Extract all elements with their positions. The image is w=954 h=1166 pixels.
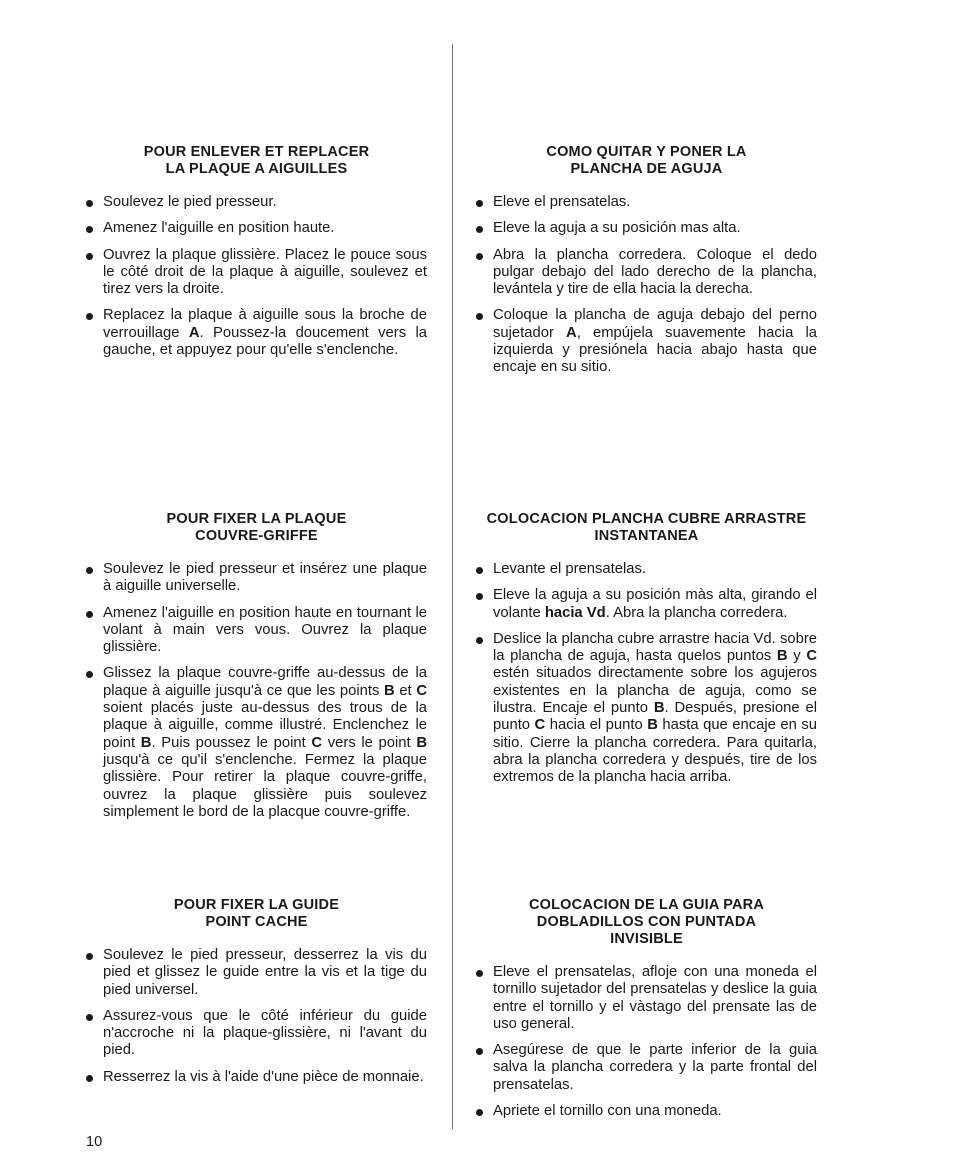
- text: Eleve la aguja a su posición màs alta, girando el volante: [493, 587, 817, 621]
- bold-text: B: [653, 700, 665, 717]
- bullet-list: [86, 194, 427, 359]
- text: hacia el punto: [545, 717, 648, 734]
- section-title: COLOCACION PLANCHA CUBRE ARRASTRE INSTANTANEA: [486, 511, 807, 544]
- bold-text: B: [140, 734, 152, 751]
- section-es-cubre: [476, 511, 817, 796]
- list-item: [86, 1069, 427, 1086]
- bullet-list: [86, 561, 427, 821]
- list-item: [86, 605, 427, 657]
- text: Levante el prensatelas.: [493, 561, 647, 577]
- bold-text: B: [416, 734, 428, 751]
- section-fr-plaque: [86, 144, 427, 368]
- text: Replacez la plaque à aiguille sous la broche de verrouillage: [103, 307, 427, 341]
- section-es-guia: [476, 897, 817, 1129]
- section-title: COMO QUITAR Y PONER LA PLANCHA DE AGUJA: [546, 144, 747, 177]
- section-fr-guide: [86, 897, 427, 1095]
- list-item: [476, 1103, 817, 1120]
- list-item: [476, 220, 817, 237]
- text: Eleve el prensatelas, afloje con una moneda el tornillo sujetador del prensatelas y deslice la guia entre el tornillo y el vàstago del prensate las de uso general.: [493, 964, 817, 1032]
- list-item: [476, 964, 817, 1033]
- text: Asegúrese de que le parte inferior de la guia salva la plancha corredera y la parte frontal del prensatelas.: [493, 1042, 817, 1093]
- section-fr-couvre: [86, 511, 427, 830]
- text: jusqu'à ce qu'il s'enclenche. Fermez la plaque glissière. Pour retirer la plaque couvre-griffe, ouvrez la plaque glissière puis soulevez simplement le bord de la placque couvre-griffe.: [103, 751, 427, 820]
- section-title: COLOCACION DE LA GUIA PARA DOBLADILLOS CON PUNTADA INVISIBLE: [528, 897, 765, 947]
- list-item: [476, 587, 817, 622]
- text: Deslice la plancha cubre arrastre hacia Vd. sobre la plancha de aguja, hasta quelos puntos: [493, 630, 817, 665]
- list-item: [86, 307, 427, 359]
- bold-text: C: [311, 734, 323, 751]
- list-item: [476, 631, 817, 787]
- text: . Después, presione el punto: [493, 700, 817, 734]
- text: Abra la plancha corredera. Coloque el dedo pulgar debajo del lado derecho de la plancha, levántela y tire de ella hacia la derecha.: [493, 246, 817, 298]
- bold-text: C: [416, 682, 427, 699]
- text: Eleve la aguja a su posición mas alta.: [493, 220, 741, 237]
- column-divider: [452, 44, 453, 1129]
- section-title: POUR FIXER LA GUIDE POINT CACHE: [173, 897, 340, 930]
- text: Assurez-vous que le côté inférieur du guide n'accroche ni la plaque-glissière, ni l'avant du pied.: [103, 1007, 427, 1059]
- list-item: [476, 247, 817, 299]
- list-item: [476, 561, 817, 578]
- text: vers le point: [322, 734, 417, 751]
- list-item: [86, 665, 427, 821]
- text: Coloque la plancha de aguja debajo del perno sujetador: [493, 307, 817, 341]
- section-es-plancha: [476, 144, 817, 386]
- bold-text: B: [384, 682, 395, 699]
- list-item: [86, 561, 427, 596]
- text: Ouvrez la plaque glissière. Placez le pouce sous le côté droit de la plaque à aiguille, soulevez et tirez vers la droite.: [103, 246, 427, 298]
- text: Eleve el prensatelas.: [493, 194, 631, 210]
- list-item: [476, 194, 817, 211]
- bold-text: B: [776, 648, 788, 665]
- list-item: [476, 307, 817, 376]
- bullet-list: [86, 947, 427, 1086]
- list-item: [86, 947, 427, 999]
- text: Soulevez le pied presseur et insérez une plaque à aiguille universelle.: [103, 561, 427, 595]
- bold-text: B: [647, 717, 658, 734]
- text: soient placés juste au-dessus des trous de la plaque à aiguille, comme illustré. Enclenchez le point: [103, 700, 427, 751]
- text: Amenez l'aiguille en position haute en tournant le volant à main vers vous. Ouvrez la plaque glissière.: [103, 604, 427, 656]
- text: Resserrez la vis à l'aide d'une pièce de monnaie.: [103, 1068, 424, 1085]
- bullet-list: [476, 194, 817, 377]
- section-title: POUR ENLEVER ET REPLACER LA PLAQUE A AIGUILLES: [143, 144, 370, 177]
- text: Glissez la plaque couvre-griffe au-dessus de la plaque à aiguille jusqu'à ce que les points: [103, 665, 427, 699]
- bullet-list: [476, 561, 817, 787]
- list-item: [86, 247, 427, 299]
- page-number: 10: [86, 1134, 103, 1150]
- text: Soulevez le pied presseur.: [103, 194, 277, 210]
- list-item: [86, 220, 427, 237]
- text: Amenez l'aiguille en position haute.: [103, 220, 335, 237]
- bold-text: A: [188, 324, 200, 341]
- bold-text: C: [806, 648, 817, 665]
- bullet-list: [476, 964, 817, 1120]
- list-item: [86, 194, 427, 211]
- text: , empújela suavemente hacia la izquierda y presiónela hacia abajo hasta que encaje en su sitio.: [493, 324, 817, 376]
- text: Soulevez le pied presseur, desserrez la vis du pied et glissez le guide entre la vis et la tige du pied universel.: [103, 947, 427, 998]
- bold-text: hacia Vd: [544, 604, 606, 621]
- section-title: POUR FIXER LA PLAQUE COUVRE-GRIFFE: [166, 511, 347, 544]
- text: y: [787, 648, 807, 665]
- text: hasta que encaje en su sitio. Cierre la plancha corredera. Para quitarla, abra la plancha corredera y después, tire de los extremos de la plancha hacia arriba.: [493, 717, 817, 786]
- text: Apriete el tornillo con una moneda.: [493, 1103, 722, 1120]
- text: . Abra la plancha corredera.: [605, 604, 788, 621]
- text: . Puis poussez le point: [151, 734, 312, 751]
- list-item: [476, 1042, 817, 1094]
- bold-text: C: [534, 717, 546, 734]
- bold-text: A: [566, 324, 577, 341]
- text: estén situados directamente sobre los agujeros existentes en la plancha de aguja, como se ilustra. Encaje el punto: [493, 665, 817, 717]
- list-item: [86, 1008, 427, 1060]
- text: et: [394, 682, 417, 699]
- text: . Poussez-la doucement vers la gauche, et appuyez pour qu'elle s'enclenche.: [103, 324, 427, 359]
